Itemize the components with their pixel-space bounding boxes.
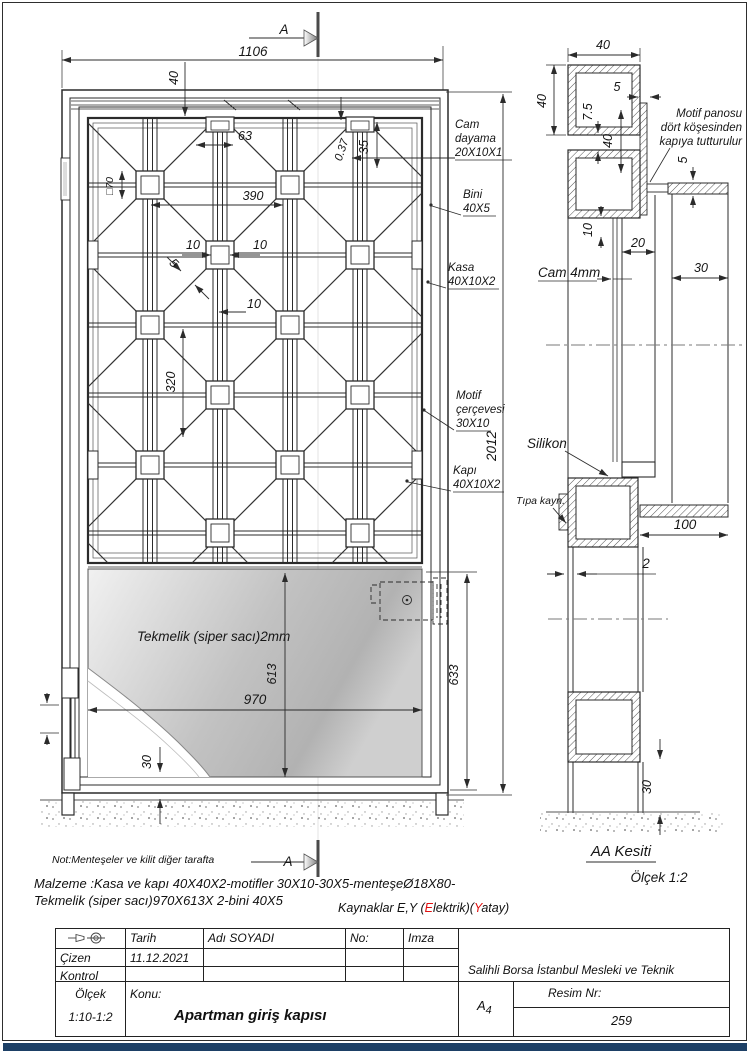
sv-structure [540,65,746,835]
motif-lattice [88,117,422,563]
label-kasa-1: Kasa [448,262,475,274]
dim-10a: 10 [186,238,200,252]
kontrol-tarih-cell[interactable] [126,967,204,982]
paper-size-sub: 4 [485,1004,492,1017]
school-name-cell [459,929,729,982]
tarih-header: Tarih [126,929,204,949]
label-cam-dayama-2: dayama [455,133,496,145]
label-motif-panosu-3: kapıya tutturulur [659,136,742,148]
label-tipa-kayn: Tıpa kayn. [516,495,566,507]
dim-320: 320 [164,371,178,393]
no-header: No: [346,929,404,949]
section-scale: Ölçek 1:2 [630,870,688,885]
tarih-value: 11.12.2021 [126,949,204,967]
label-kasa-2: 40X10X2 [448,276,496,288]
sv-dim-20: 20 [631,236,645,250]
section-letter-bottom: A [283,854,293,869]
kontrol-no-cell[interactable] [346,967,404,982]
label-motif-1: Motif [456,390,481,402]
dim-390: 390 [242,189,264,203]
paper-size-cell [459,982,514,1036]
school-line1: Salihli Borsa İstanbul Mesleki ve Teknik [468,963,675,977]
hinge [62,668,80,790]
kaynak-prefix: Kaynaklar E,Y ( [338,901,425,915]
konu-label: Konu: [130,987,162,1001]
label-motif-panosu-2: dört köşesinden [660,122,742,134]
dim-63: 63 [238,129,252,143]
section-letter-top: A [279,22,289,37]
dim-10b: 10 [253,238,267,252]
imza-value-cell[interactable] [404,949,459,967]
kick-panel [88,569,422,777]
konu-cell [126,982,459,1036]
sv-dim-40-top: 40 [596,38,610,52]
label-cam-dayama-3: 20X10X1 [455,147,503,159]
dim-0-37: 0.37 [332,137,352,163]
label-silikon: Silikon [527,436,567,451]
section-view [516,38,746,885]
note-hinges: Not:Menteşeler ve kilit diğer tarafta [52,854,215,866]
sv-dim-40-mid: 40 [601,134,615,148]
section-title: AA Kesiti [590,843,652,860]
ground-front [40,793,464,827]
dim-5: 5 [166,255,182,271]
konu-value: Apartman giriş kapısı [174,1007,327,1024]
dim-35: 35 [357,140,371,154]
resim-nr-cell [514,982,729,1036]
sv-dim-7-5: 7.5 [581,103,595,121]
dim-970: 970 [243,692,267,707]
imza-header: Imza [404,929,459,949]
note-malzeme-line2: Tekmelik (siper sacı)970X613X 2-bini 40X5 [34,893,283,908]
dim-10c: 10 [247,297,261,311]
sv-dim-5-right: 5 [676,156,690,164]
label-bini-1: Bini [463,189,483,201]
motif-squares [88,117,422,547]
sv-dim-30-right: 30 [694,261,708,275]
note-kaynaklar [338,901,509,915]
dim-40-top: 40 [167,71,181,85]
dim-1106: 1106 [238,44,268,59]
olcek-label: Ölçek [75,987,106,1001]
sv-dim-2: 2 [642,556,650,571]
kaynak-y-red: Y [473,901,482,915]
cizen-label: Çizen [56,949,126,967]
label-motif-3: 30X10 [456,418,490,430]
adi-soyadi-header: Adı SOYADI [204,929,346,949]
sv-title [586,843,688,885]
dim-2012: 2012 [484,430,499,462]
sv-dim-10: 10 [581,223,595,237]
dim-613: 613 [265,663,279,685]
sv-dim-100: 100 [673,517,697,532]
projection-symbol-cell [56,929,126,949]
label-motif-panosu-1: Motif panosu [676,108,742,120]
label-kapi-2: 40X10X2 [453,479,501,491]
kontrol-name-cell[interactable] [204,967,346,982]
sv-dim-5-top: 5 [613,80,621,94]
front-view [40,44,512,827]
title-block [55,928,730,1037]
resim-nr-label: Resim Nr: [514,982,729,1008]
footer-blue-bar [3,1043,747,1051]
kick-panel-label: Tekmelik (siper sacı)2mm [137,629,291,644]
olcek-value: 1:10-1:2 [68,1010,113,1024]
resim-nr-value: 259 [611,1014,632,1028]
note-malzeme-line1: Malzeme :Kasa ve kapı 40X40X2-motifler 30X10-30X5-menteşeØ18X80- [34,876,456,891]
kaynak-mid: lektrik)( [432,901,474,915]
dim-70: □70 [104,176,116,196]
sv-dim-40-left: 40 [535,94,549,108]
label-bini-2: 40X5 [463,203,490,215]
kontrol-imza-cell[interactable] [404,967,459,982]
label-cam-dayama-1: Cam [455,119,480,131]
kontrol-label: Kontrol [56,967,126,982]
kaynak-suffix: atay) [481,901,510,915]
no-value-cell[interactable] [346,949,404,967]
first-angle-projection-icon [66,931,116,945]
kaynak-e-red: E [424,901,433,915]
label-cam-4mm: Cam 4mm [538,265,601,280]
label-motif-2: çerçevesi [456,404,505,416]
paper-size-letter: A [477,998,486,1013]
section-marker-bottom [251,840,318,877]
label-kapi-1: Kapı [453,465,477,477]
sv-dim-30-bottom: 30 [640,780,654,794]
olcek-cell [56,982,126,1036]
dim-30-front: 30 [140,755,154,769]
dim-633: 633 [447,664,461,686]
name-value-cell[interactable] [204,949,346,967]
